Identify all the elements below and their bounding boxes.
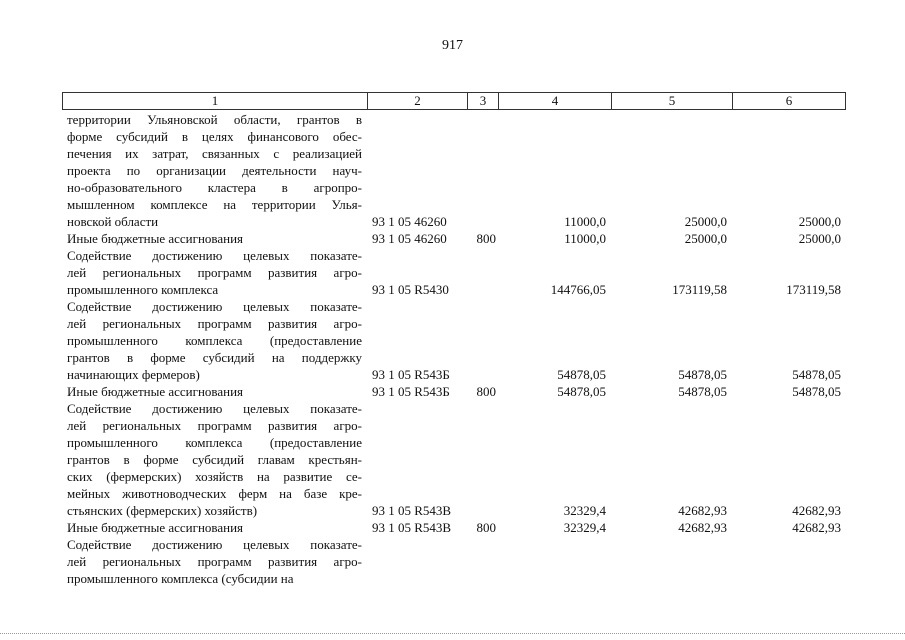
header-col-4: 4 <box>499 93 612 109</box>
header-col-2: 2 <box>368 93 468 109</box>
row-value-2021: 173119,58 <box>786 282 841 297</box>
row-name-line: стьянских (фермерских) хозяйств) <box>67 503 258 518</box>
row-name-line: форме субсидий в целях финансового обес- <box>67 129 362 144</box>
row-value-2021: 54878,05 <box>792 367 841 382</box>
row-value-2020: 54878,05 <box>678 367 727 382</box>
row-code: 93 1 05 R543Б <box>372 384 450 399</box>
row-value-2021: 25000,0 <box>798 231 841 246</box>
row-name-line: Иные бюджетные ассигнования <box>67 231 244 246</box>
row-value-2019: 32329,4 <box>563 503 606 518</box>
row-name-line: грантов в форме субсидий на поддержку <box>67 350 362 365</box>
row-value-2020: 25000,0 <box>684 231 727 246</box>
row-name-line: лей региональных программ развития агро- <box>67 418 362 433</box>
row-name-line: лей региональных программ развития агро- <box>67 316 362 331</box>
row-code: 93 1 05 R543В <box>372 520 452 535</box>
row-name-line: начинающих фермеров) <box>67 367 200 382</box>
table-row <box>0 536 905 587</box>
row-value-2020: 25000,0 <box>684 214 727 229</box>
row-name-line: промышленного комплекса (предоставление <box>67 333 362 348</box>
row-name <box>67 383 362 400</box>
row-name <box>67 298 362 383</box>
row-name-line: Иные бюджетные ассигнования <box>67 520 244 535</box>
row-name-line: мышленном комплексе на территории Улья- <box>67 197 362 212</box>
row-name-line: грантов в форме субсидий главам крестьян- <box>67 452 362 467</box>
row-name <box>67 519 362 536</box>
row-value-2019: 54878,05 <box>557 367 606 382</box>
table-row <box>0 111 905 230</box>
row-name-line: территории Ульяновской области, грантов в <box>67 112 362 127</box>
row-name <box>67 400 362 519</box>
row-name-line: Содействие достижению целевых показате- <box>67 248 362 263</box>
row-name <box>67 230 362 247</box>
row-value-2020: 42682,93 <box>678 503 727 518</box>
row-value-2020: 54878,05 <box>678 384 727 399</box>
row-value-2019: 11000,0 <box>564 231 606 246</box>
header-col-3: 3 <box>468 93 499 109</box>
row-value-2020: 42682,93 <box>678 520 727 535</box>
row-name <box>67 536 362 587</box>
row-name-line: Содействие достижению целевых показате- <box>67 299 362 314</box>
row-value-2019: 11000,0 <box>564 214 606 229</box>
row-name-line: мейных животноводческих ферм на базе кре- <box>67 486 362 501</box>
row-code: 93 1 05 46260 <box>372 231 447 246</box>
table-row <box>0 400 905 519</box>
row-name-line: Иные бюджетные ассигнования <box>67 384 244 399</box>
row-code: 93 1 05 R543В <box>372 503 452 518</box>
row-code: 93 1 05 46260 <box>372 214 447 229</box>
row-value-2021: 54878,05 <box>792 384 841 399</box>
row-name-line: но-образовательного кластера в агропро- <box>67 180 362 195</box>
row-vr: 800 <box>476 231 496 246</box>
table-row <box>0 383 905 400</box>
table-row <box>0 519 905 536</box>
row-name-line: новской области <box>67 214 159 229</box>
row-value-2019: 54878,05 <box>557 384 606 399</box>
row-name <box>67 247 362 298</box>
header-col-6: 6 <box>785 93 793 108</box>
row-name-line: проекта по организации деятельности науч- <box>67 163 362 178</box>
row-name-line: печения их затрат, связанных с реализацией <box>67 146 362 161</box>
header-col-1: 1 <box>63 93 368 109</box>
header-col-5: 5 <box>612 93 733 109</box>
row-name <box>67 111 362 230</box>
row-value-2021: 42682,93 <box>792 503 841 518</box>
table-row <box>0 230 905 247</box>
row-code: 93 1 05 R543Б <box>372 367 450 382</box>
row-vr: 800 <box>476 520 496 535</box>
row-name-line: лей региональных программ развития агро- <box>67 265 362 280</box>
row-name-line: промышленного комплекса (предоставление <box>67 435 362 450</box>
row-value-2019: 32329,4 <box>563 520 606 535</box>
row-value-2021: 42682,93 <box>792 520 841 535</box>
row-name-line: Содействие достижению целевых показате- <box>67 401 362 416</box>
row-name-line: лей региональных программ развития агро- <box>67 554 362 569</box>
scan-artifact <box>0 633 905 635</box>
row-name-line: промышленного комплекса <box>67 282 219 297</box>
row-code: 93 1 05 R5430 <box>372 282 449 297</box>
row-value-2020: 173119,58 <box>672 282 727 297</box>
row-value-2019: 144766,05 <box>550 282 606 297</box>
table-row <box>0 298 905 383</box>
page-number: 917 <box>442 38 463 53</box>
table-row <box>0 247 905 298</box>
table-header <box>62 92 846 110</box>
row-value-2021: 25000,0 <box>798 214 841 229</box>
row-vr: 800 <box>476 384 496 399</box>
row-name-line: Содействие достижению целевых показате- <box>67 537 362 552</box>
row-name-line: ских (фермерских) хозяйств на развитие се- <box>67 469 362 484</box>
row-name-line: промышленного комплекса (субсидии на <box>67 571 294 586</box>
